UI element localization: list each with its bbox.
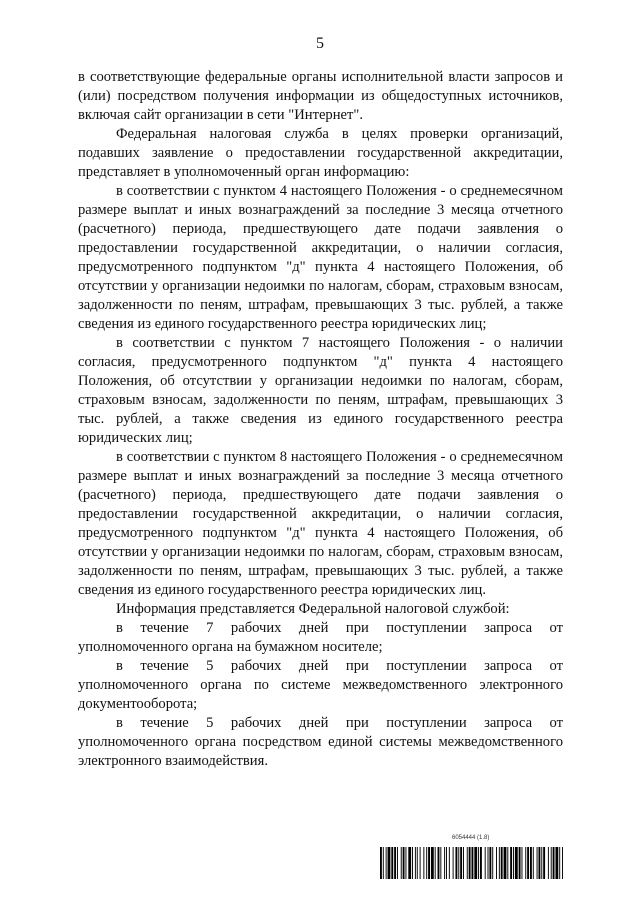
paragraph-term-smev: в течение 5 рабочих дней при поступлении запроса от уполномоченного органа посредством единой системы межведомственного электронного взаимодействия. (78, 715, 563, 769)
document-code: 6054444 (1.8) (452, 835, 490, 841)
page-number: 5 (316, 35, 324, 52)
document-body (78, 68, 563, 771)
paragraph-info-provided: Информация представляется Федеральной налоговой службой: (116, 601, 510, 617)
paragraph-continuation: в соответствующие федеральные органы исполнительной власти запросов и (или) посредством получения информации из общедоступных источников, включая сайт организации в сети "Интернет". (78, 69, 563, 123)
paragraph-term-edo: в течение 5 рабочих дней при поступлении запроса от уполномоченного органа по системе межведомственного электронного документооборота; (78, 658, 563, 712)
paragraph-item-point-8: в соответствии с пунктом 8 настоящего Положения - о среднемесячном размере выплат и иных вознаграждений за последние 3 месяца отчетного (расчетного) периода, предшествующего дате подачи заявления о предоставлении государственной аккредитации, о наличии согласия, предусмотренного подпунктом "д" пункта 4 настоящего Положения, об отсутствии у организации недоимки по налогам, сборам, страховым взносам, задолженности по пеням, штрафам, превышающих 3 тыс. рублей, а также сведения из единого государственного реестра юридических лиц. (78, 449, 563, 598)
paragraph-item-point-4: в соответствии с пунктом 4 настоящего Положения - о среднемесячном размере выплат и иных вознаграждений за последние 3 месяца отчетного (расчетного) периода, предшествующего дате подачи заявления о предоставлении государственной аккредитации, о наличии согласия, предусмотренного подпунктом "д" пункта 4 настоящего Положения, об отсутствии у организации недоимки по налогам, сборам, страховым взносам, задолженности по пеням, штрафам, превышающих 3 тыс. рублей, а также сведения из единого государственного реестра юридических лиц; (78, 183, 563, 332)
paragraph-term-paper: в течение 7 рабочих дней при поступлении запроса от уполномоченного органа на бумажном носителе; (78, 620, 563, 655)
barcode-image (380, 847, 563, 879)
paragraph-tax-service-info: Федеральная налоговая служба в целях проверки организаций, подавших заявление о предоставлении государственной аккредитации, представляет в уполномоченный орган информацию: (78, 126, 563, 180)
paragraph-item-point-7: в соответствии с пунктом 7 настоящего Положения - о наличии согласия, предусмотренного подпунктом "д" пункта 4 настоящего Положения, об отсутствии у организации недоимки по налогам, сборам, страховым взносам, задолженности по пеням, штрафам, превышающих 3 тыс. рублей, а также сведения из единого государственного реестра юридических лиц; (78, 335, 563, 446)
